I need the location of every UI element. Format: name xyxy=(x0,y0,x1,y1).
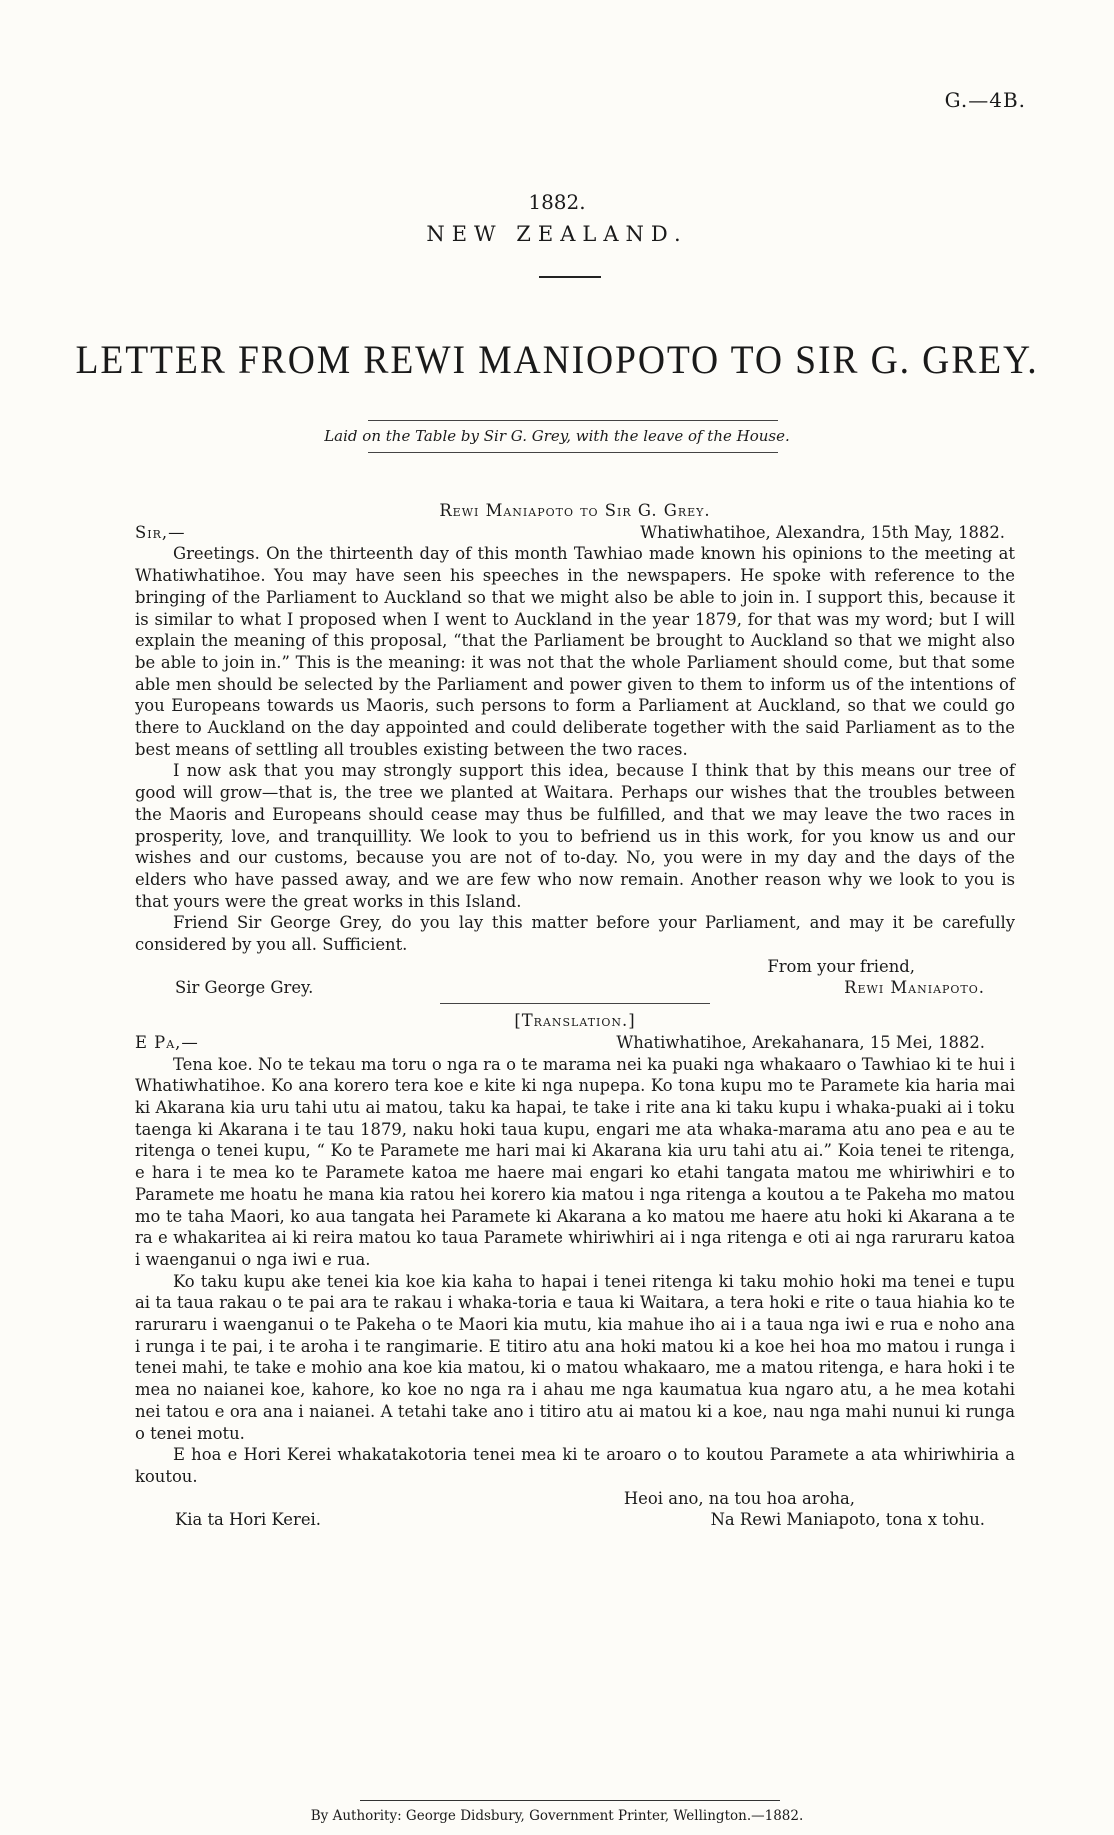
english-place-date: Whatiwhatihoe, Alexandra, 15th May, 1882. xyxy=(640,522,1005,542)
maori-signature: Na Rewi Maniapoto, tona x tohu. xyxy=(710,1510,985,1530)
english-salutation: Sir,— xyxy=(135,522,186,542)
maori-paragraph: Ko taku kupu ake tenei kia koe kia kaha to hapai i tenei ritenga ki taku mohio hoki ma tenei e tupu ai ta taua rakau o te pai ara te rakau i whaka-toria e taua ki Waitara, a tera hoki e rite o taua hiahia ko te raruraru i waenganui o te Pakeha o te Maori kia mutu, kia mahue iho ai i a taua nga iwi e rua e noho ana i runga i te pai, i te aroha i te rangimarie. E titiro atu ana hoki matou ki a koe hei hoa mo matou i runga i tenei mahi, te take e mohio ana koe kia matou, ki o matou whakaaro, me a matou ritenga, e hara hoki i te mea no naianei koe, kahore, ko koe no nga ra i ahau me nga kaumatua kua ngaro atu, a he mea kotahi nei tatou e ora ana i naianei. A tetahi take ano i titiro atu ai matou ki a koe, nau nga mahi nunui ki runga o tenei motu. xyxy=(135,1271,1015,1443)
english-paragraph: Friend Sir George Grey, do you lay this matter before your Parliament, and may it be carefully considered by you all. Sufficient. xyxy=(135,913,1015,955)
english-signature: Rewi Maniapoto. xyxy=(844,978,985,998)
maori-place-date: Whatiwhatihoe, Arekahanara, 15 Mei, 1882. xyxy=(616,1032,985,1052)
letter-body xyxy=(135,500,1015,1531)
maori-signature-row xyxy=(135,1509,1015,1531)
english-closing: From your friend, xyxy=(767,956,915,976)
laid-on-table-note: Laid on the Table by Sir G. Grey, with the leave of the House. xyxy=(324,427,790,445)
maori-paragraph: E hoa e Hori Kerei whakatakotoria tenei mea ki te aroaro o to koutou Paramete a ata whiriwhiria a koutou. xyxy=(135,1445,1015,1486)
translation-divider xyxy=(440,1003,710,1004)
translation-heading: [Translation.] xyxy=(514,1011,636,1031)
maori-addressee: Kia ta Hori Kerei. xyxy=(175,1510,321,1530)
english-signature-row xyxy=(135,977,1015,999)
english-paragraph: Greetings. On the thirteenth day of this month Tawhiao made known his opinions to the meeting at Whatiwhatihoe. You may have seen his speeches in the newspapers. He spoke with reference to the bringing of the Parliament to Auckland so that we might also be able to join in. I support this, because it is similar to what I proposed when I went to Auckland in the year 1879, for that was my word; but I will explain the meaning of this proposal, “that the Parliament be brought to Auckland so that we might also be able to join in.” This is the meaning: it was not that the whole Parliament should come, but that some able men should be selected by the Parliament and power given to them to inform us of the intentions of you Europeans towards us Maoris, such persons to form a Parliament at Auckland, so that we could go there to Auckland on the day appointed and could deliberate together with the said Parliament as to the best means of settling all troubles existing between the two races. xyxy=(135,544,1015,759)
maori-salutation: E Pa,— xyxy=(135,1032,199,1052)
maori-closing: Heoi ano, na tou hoa aroha, xyxy=(623,1488,855,1508)
country-heading: NEW ZEALAND. xyxy=(426,222,688,246)
laid-note-rule-bottom xyxy=(368,452,778,453)
english-addressee: Sir George Grey. xyxy=(175,978,314,998)
footer-divider xyxy=(360,1800,780,1801)
laid-note-rule-top xyxy=(368,420,778,421)
printer-imprint: By Authority: George Didsbury, Government Printer, Wellington.—1882. xyxy=(310,1808,804,1824)
english-salutation-row xyxy=(135,522,1015,544)
english-letter-heading: Rewi Maniapoto to Sir G. Grey. xyxy=(439,501,711,520)
maori-salutation-row xyxy=(135,1032,1015,1054)
heading-divider xyxy=(539,276,601,278)
document-year: 1882. xyxy=(528,190,586,214)
page-title: LETTER FROM REWI MANIOPOTO TO SIR G. GREY. xyxy=(75,337,1039,382)
maori-paragraph: Tena koe. No te tekau ma toru o nga ra o te marama nei ka puaki nga whakaaro o Tawhiao ki te hui i Whatiwhatihoe. Ko ana korero tera koe e kite ki nga nupepa. Ko tona kupu mo te Paramete kia haria mai ki Akarana kia uru tahi utu ai matou, taku ka hapai, te take i rite ana ki taku kupu i whaka-puaki ai i toku taenga ki Akarana i te tau 1879, naku hoki taua kupu, engari me ata whaka-marama atu ano pea e au te ritenga o tenei kupu, “ Ko te Paramete me hari mai ki Akarana kia uru tahi atu ai.” Koia tenei te ritenga, e hara i te mea ko te Paramete katoa me haere mai engari ko etahi tangata matou me whiriwhiri e to Paramete me hoatu he mana kia ratou hei korero kia matou i nga ritenga a koutou a te Pakeha mo matou mo te taha Maori, ko aua tangata hei Paramete ki Akarana a ko matou me haere atu hoki ki Akarana a te ra e whakaritea ai ki reira matou ko taua Paramete whiriwhiri ai i nga ritenga e oti ai nga raruraru katoa i waenganui o nga iwi e rua. xyxy=(135,1054,1015,1269)
document-reference-code: G.—4B. xyxy=(944,88,1026,112)
english-paragraph: I now ask that you may strongly support this idea, because I think that by this means our tree of good will grow—that is, the tree we planted at Waitara. Perhaps our wishes that the troubles between the Maoris and Europeans should cease may thus be fulfilled, and that we may leave the two races in prosperity, love, and tranquillity. We look to you to befriend us in this work, for you know us and our wishes and our customs, because you are not of to-day. No, you were in my day and the days of the elders who have passed away, and we are few who now remain. Another reason why we look to you is that yours were the great works in this Island. xyxy=(135,761,1015,911)
